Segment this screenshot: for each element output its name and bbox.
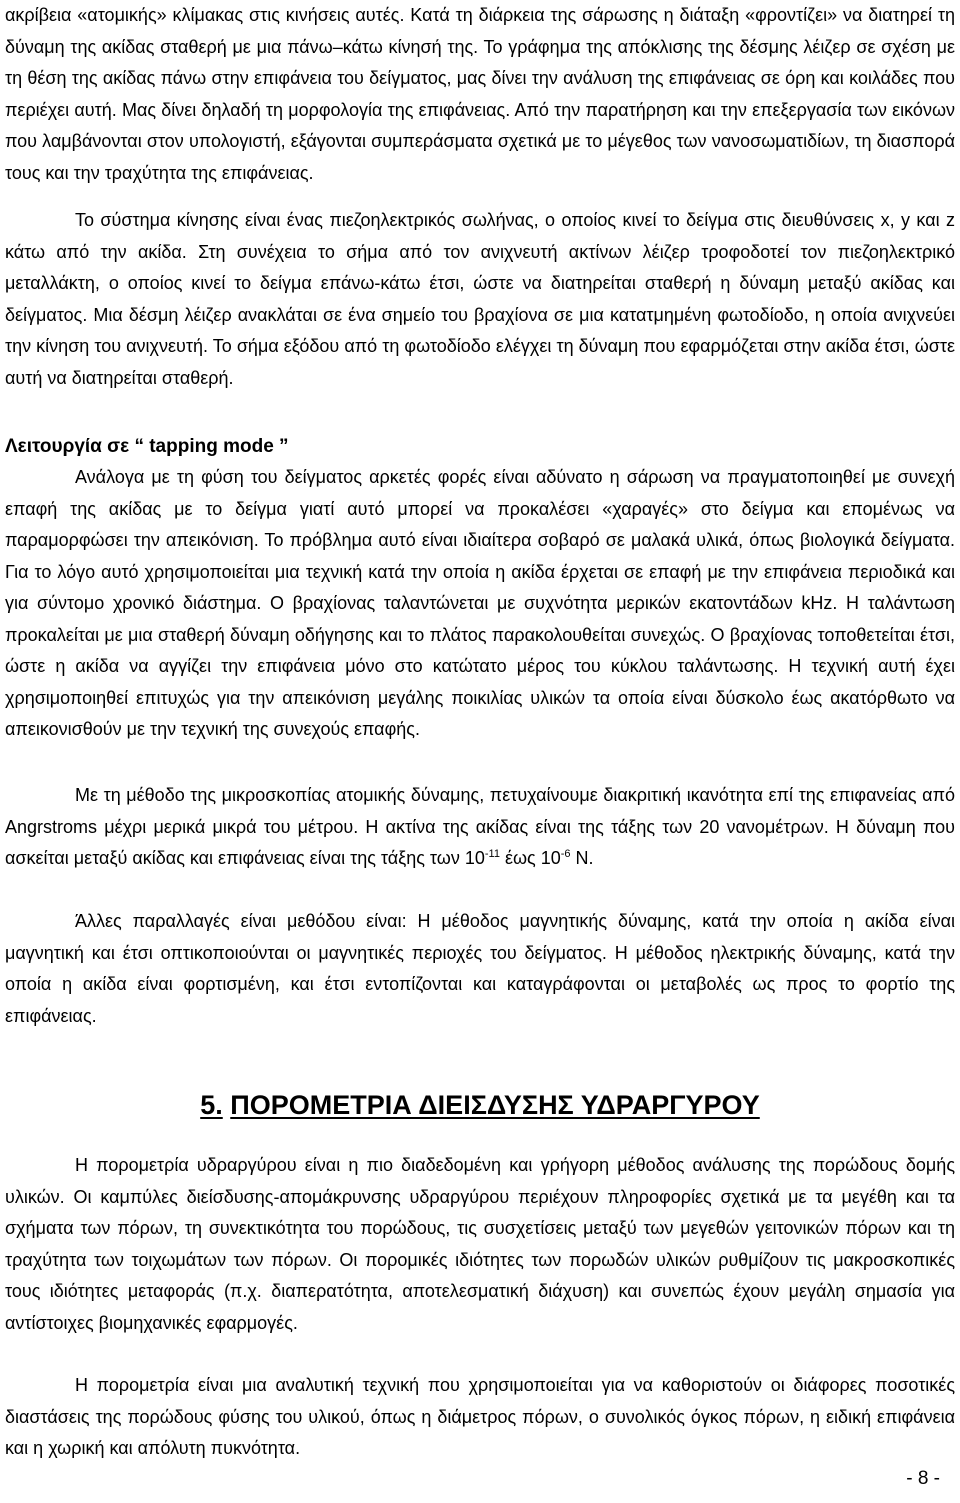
paragraph-tapping-mode: [5, 462, 955, 746]
paragraph-afm-resolution-text: Με τη μέθοδο της μικροσκοπίας ατομικής δύναμης, πετυχαίνουμε διακριτική ικανότητα επί της επιφανείας από Angrstroms μέχρι μερικά μικρά του μέτρου. Η ακτίνα της ακίδας είναι της τάξης των 20 νανομέτρων. Η δύναμη που ασκείται μεταξύ ακίδας και επιφάνειας είναι της τάξης των 10: [5, 785, 955, 868]
section-5-number: 5.: [200, 1090, 223, 1120]
exponent-max: -6: [560, 848, 571, 860]
exponent-min: -11: [484, 848, 500, 860]
paragraph-afm-variants: [5, 906, 955, 1032]
paragraph-motion-system: [5, 205, 955, 394]
paragraph-tapping-mode-text: Ανάλογα με τη φύση του δείγματος αρκετές φορές είναι αδύνατο η σάρωση να πραγματοποιηθεί με συνεχή επαφή της ακίδας με το δείγμα γιατί αυτό μπορεί να προκαλέσει «χαραγές» στο δείγμα και επομένως να παραμορφώσει την απεικόνιση. Το πρόβλημα αυτό είναι ιδιαίτερα σοβαρό σε μαλακά υλικά, όπως βιολογικά δείγματα. Για το λόγο αυτό χρησιμοποιείται μια τεχνική κατά την οποία η ακίδα έρχεται σε επαφή με την επιφάνεια περιοδικά και για σύντομο χρονικό διάστημα. Ο βραχίονας ταλαντώνεται με συχνότητα μερικών εκατοντάδων kHz. Η ταλάντωση προκαλείται με μια σταθερή δύναμη οδήγησης και το πλάτος παρακολουθείται συνεχώς. Ο βραχίονας τοποθετείται έτσι, ώστε η ακίδα να αγγίζει την επιφάνεια μόνο στο κατώτατο μέρος του κύκλου ταλάντωσης. Η τεχνική αυτή έχει χρησιμοποιηθεί επιτυχώς για την απεικόνιση μεγάλης ποικιλίας υλικών τα οποία είναι δύσκολο έως ακατόρθωτο να απεικονισθούν με την τεχνική της συνεχούς επαφής.: [5, 467, 955, 739]
paragraph-porosimetry-definition-text: Η πορομετρία είναι μια αναλυτική τεχνική που χρησιμοποιείται για να καθοριστούν οι διάφορες ποσοτικές διαστάσεις της πορώδους φύσης του υλικού, όπως η διάμετρος πόρων, ο συνολικός όγκος πόρων, η ειδική επιφάνεια και η χωρική και απόλυτη πυκνότητα.: [5, 1375, 955, 1458]
paragraph-mercury-porosimetry-text: Η πορομετρία υδραργύρου είναι η πιο διαδεδομένη και γρήγορη μέθοδος ανάλυσης της πορώδους δομής υλικών. Οι καμπύλες διείσδυσης-απομάκρυνσης υδραργύρου περιέχουν πληροφορίες σχετικά με τα μεγέθη και τα σχήματα των πόρων, τη συνεκτικότητα του πορώδους, τις συσχετίσεις μεταξύ των μεγεθών γειτονικών πόρων και τη τραχύτητα των τοιχωμάτων των πόρων. Οι πορομικές ιδιότητες των πορωδών υλικών ρυθμίζουν τις μακροσκοπικές τους ιδιότητες μεταφοράς (π.χ. διαπερατότητα, αποτελεσματική διάχυση) και συνεπώς έχουν μεγάλη σημασία για αντίστοιχες βιομηχανικές εφαρμογές.: [5, 1155, 955, 1333]
section-5-heading: [0, 1085, 960, 1125]
unit-newton: N.: [570, 848, 594, 868]
paragraph-afm-resolution: [5, 780, 955, 875]
range-connector: έως 10: [499, 848, 561, 868]
page-number: - 8 -: [906, 1468, 940, 1489]
tapping-mode-heading: Λειτουργία σε “ tapping mode ”: [5, 436, 289, 457]
paragraph-afm-variants-text: Άλλες παραλλαγές είναι μεθόδου είναι: Η μέθοδος μαγνητικής δύναμης, κατά την οποία η ακίδα είναι μαγνητική και έτσι οπτικοποιούνται οι μαγνητικές περιοχές του δείγματος. Η μέθοδος ηλεκτρικής δύναμης, κατά την οποία η ακίδα είναι φορτισμένη, και έτσι εντοπίζονται και καταγράφονται οι μεταβολές ως προς το φορτίο της επιφάνειας.: [5, 911, 955, 1026]
paragraph-afm-scanning: ακρίβεια «ατομικής» κλίμακας στις κινήσεις αυτές. Κατά τη διάρκεια της σάρωσης η διάταξη «φροντίζει» να διατηρεί τη δύναμη της ακίδας σταθερή με μια πάνω–κάτω κίνησή της. Το γράφημα της απόκλισης της δέσμης λέιζερ σε σχέση με τη θέση της ακίδας πάνω στην επιφάνεια του δείγματος, μας δίνει την ανάλυση της επιφάνειας σε όρη και κοιλάδες που περιέχει αυτή. Μας δίνει δηλαδή τη μορφολογία της επιφάνειας. Από την παρατήρηση και την επεξεργασία των εικόνων που λαμβάνονται στον υπολογιστή, εξάγονται συμπεράσματα σχετικά με το μέγεθος των νανοσωματιδίων, τη διασπορά τους και την τραχύτητα της επιφάνειας.: [5, 5, 955, 183]
section-5-title: ΠΟΡΟΜΕΤΡΙΑ ΔΙΕΙΣΔΥΣΗΣ ΥΔΡΑΡΓΥΡΟΥ: [230, 1090, 760, 1120]
paragraph-porosimetry-definition: [5, 1370, 955, 1465]
paragraph-motion-system-text: Το σύστημα κίνησης είναι ένας πιεζοηλεκτρικός σωλήνας, ο οποίος κινεί το δείγμα στις διευθύνσεις x, y και z κάτω από την ακίδα. Στη συνέχεια το σήμα από τον ανιχνευτή ακτίνων λέιζερ τροφοδοτεί τον πιεζοηλεκτρικό μεταλλάκτη, ο οποίος κινεί το δείγμα επάνω-κάτω έτσι, ώστε να διατηρείται σταθερή η δύναμη μεταξύ ακίδας και δείγματος. Μια δέσμη λέιζερ ανακλάται σε ένα σημείο του βραχίονα σε μια κατατμημένη φωτοδίοδο, η οποία ανιχνεύει την κίνηση του ανιχνευτή. Το σήμα εξόδου από τη φωτοδίοδο ελέγχει τη δύναμη που εφαρμόζεται στην ακίδα έτσι, ώστε αυτή να διατηρείται σταθερή.: [5, 210, 955, 388]
paragraph-mercury-porosimetry: [5, 1150, 955, 1339]
